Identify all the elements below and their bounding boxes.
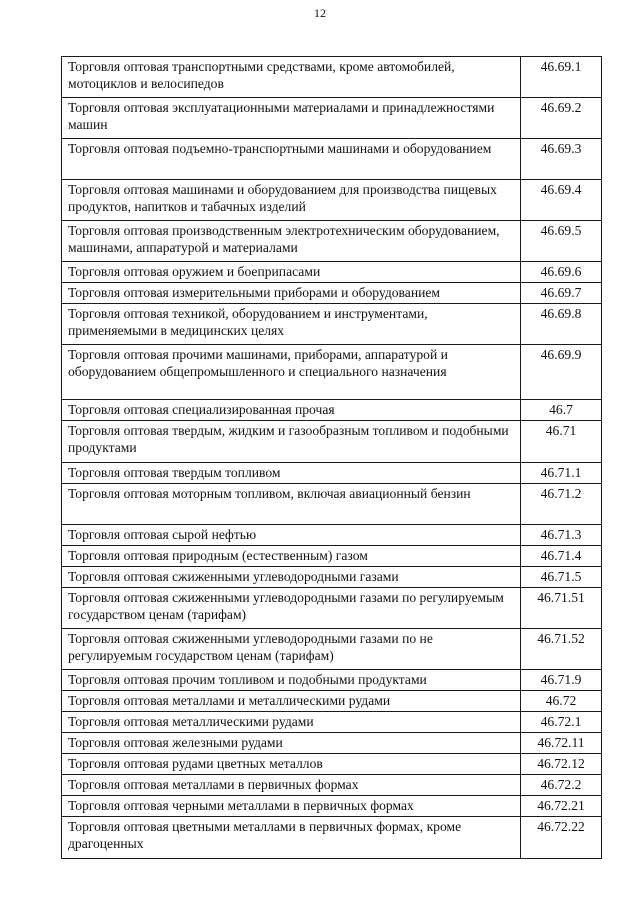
- activity-description: Торговля оптовая транспортными средствами, кроме автомобилей, мотоциклов и велосипедов: [62, 57, 521, 98]
- table-row: [62, 400, 602, 421]
- activity-description: Торговля оптовая специализированная прочая: [62, 400, 521, 421]
- table-row: [62, 484, 602, 525]
- activity-code: 46.72.11: [521, 733, 602, 754]
- activity-code: 46.72.1: [521, 712, 602, 733]
- activity-code: 46.72.12: [521, 754, 602, 775]
- activity-description: Торговля оптовая твердым топливом: [62, 463, 521, 484]
- activity-description: Торговля оптовая моторным топливом, включая авиационный бензин: [62, 484, 521, 525]
- activity-code: 46.69.3: [521, 139, 602, 180]
- activity-description: Торговля оптовая природным (естественным) газом: [62, 546, 521, 567]
- table-row: [62, 567, 602, 588]
- activity-code: 46.71.51: [521, 588, 602, 629]
- activity-code: 46.71.1: [521, 463, 602, 484]
- table-row: [62, 733, 602, 754]
- table-row: [62, 180, 602, 221]
- activity-description: Торговля оптовая прочим топливом и подобными продуктами: [62, 670, 521, 691]
- activity-description: Торговля оптовая эксплуатационными материалами и принадлежностями машин: [62, 98, 521, 139]
- activity-description: Торговля оптовая черными металлами в первичных формах: [62, 796, 521, 817]
- activity-description: Торговля оптовая металлами в первичных формах: [62, 775, 521, 796]
- table-row: [62, 670, 602, 691]
- activity-description: Торговля оптовая подъемно-транспортными машинами и оборудованием: [62, 139, 521, 180]
- table-row: [62, 221, 602, 262]
- table-row: [62, 546, 602, 567]
- activity-code: 46.69.2: [521, 98, 602, 139]
- activity-code: 46.72: [521, 691, 602, 712]
- table-row: [62, 345, 602, 400]
- table-row: [62, 754, 602, 775]
- activity-description: Торговля оптовая измерительными приборами и оборудованием: [62, 283, 521, 304]
- activity-description: Торговля оптовая сжиженными углеводородными газами по не регулируемым государством ценам (тарифам): [62, 629, 521, 670]
- activity-description: Торговля оптовая оружием и боеприпасами: [62, 262, 521, 283]
- activity-description: Торговля оптовая сжиженными углеводородными газами: [62, 567, 521, 588]
- table-row: [62, 629, 602, 670]
- table-body: [62, 57, 602, 859]
- table-row: [62, 817, 602, 859]
- activity-code: 46.71.52: [521, 629, 602, 670]
- table-row: [62, 796, 602, 817]
- activity-code: 46.71: [521, 421, 602, 463]
- table-row: [62, 463, 602, 484]
- activity-code: 46.71.3: [521, 525, 602, 546]
- table-row: [62, 775, 602, 796]
- table-row: [62, 525, 602, 546]
- page-number: 12: [314, 6, 326, 20]
- activity-code: 46.69.7: [521, 283, 602, 304]
- table-row: [62, 98, 602, 139]
- table-row: [62, 139, 602, 180]
- activity-description: Торговля оптовая производственным электротехническим оборудованием, машинами, аппаратурой и материалами: [62, 221, 521, 262]
- activity-description: Торговля оптовая сжиженными углеводородными газами по регулируемым государством ценам (тарифам): [62, 588, 521, 629]
- activity-description: Торговля оптовая техникой, оборудованием и инструментами, применяемыми в медицинских целях: [62, 304, 521, 345]
- activity-code: 46.69.1: [521, 57, 602, 98]
- activity-description: Торговля оптовая металлическими рудами: [62, 712, 521, 733]
- activity-description: Торговля оптовая железными рудами: [62, 733, 521, 754]
- table-row: [62, 283, 602, 304]
- activity-code: 46.69.5: [521, 221, 602, 262]
- activity-description: Торговля оптовая машинами и оборудованием для производства пищевых продуктов, напитков и табачных изделий: [62, 180, 521, 221]
- activity-description: Торговля оптовая прочими машинами, приборами, аппаратурой и оборудованием общепромышленного и специального назначения: [62, 345, 521, 400]
- activity-code: 46.7: [521, 400, 602, 421]
- activity-code: 46.69.9: [521, 345, 602, 400]
- activity-code: 46.69.6: [521, 262, 602, 283]
- table-row: [62, 262, 602, 283]
- activity-code: 46.69.4: [521, 180, 602, 221]
- activity-description: Торговля оптовая цветными металлами в первичных формах, кроме драгоценных: [62, 817, 521, 859]
- activity-code: 46.72.2: [521, 775, 602, 796]
- activity-code: 46.72.22: [521, 817, 602, 859]
- activity-code: 46.71.2: [521, 484, 602, 525]
- activity-code: 46.71.5: [521, 567, 602, 588]
- activity-description: Торговля оптовая сырой нефтью: [62, 525, 521, 546]
- activity-description: Торговля оптовая металлами и металлическими рудами: [62, 691, 521, 712]
- table-row: [62, 421, 602, 463]
- activity-code: 46.71.9: [521, 670, 602, 691]
- activity-description: Торговля оптовая твердым, жидким и газообразным топливом и подобными продуктами: [62, 421, 521, 463]
- activity-description: Торговля оптовая рудами цветных металлов: [62, 754, 521, 775]
- activity-code: 46.71.4: [521, 546, 602, 567]
- activity-code: 46.72.21: [521, 796, 602, 817]
- activity-code: 46.69.8: [521, 304, 602, 345]
- table-row: [62, 304, 602, 345]
- table-row: [62, 712, 602, 733]
- table-row: [62, 57, 602, 98]
- classification-table: [61, 56, 602, 859]
- table-row: [62, 588, 602, 629]
- table-row: [62, 691, 602, 712]
